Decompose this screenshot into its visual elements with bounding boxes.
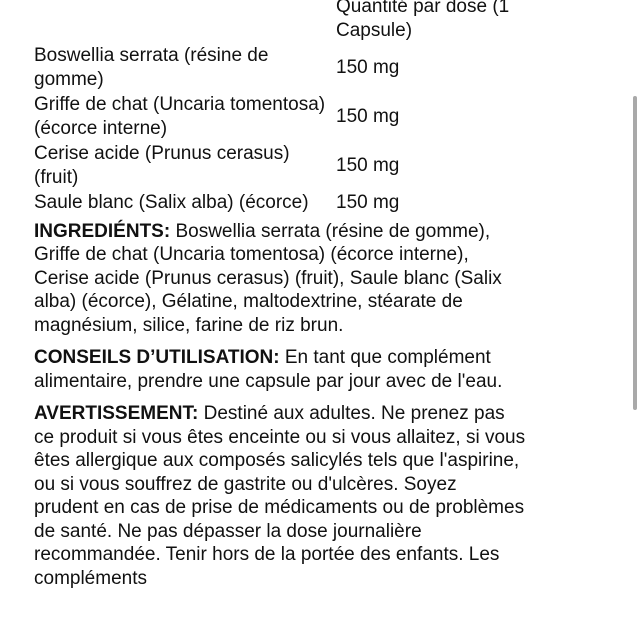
directions-paragraph — [34, 346, 526, 393]
table-row — [34, 92, 526, 141]
ingredients-paragraph — [34, 220, 526, 338]
scrollbar-thumb[interactable] — [633, 96, 637, 410]
ingredients-text: Boswellia serrata (résine de gomme), Griffe de chat (Uncaria tomentosa) (écorce interne), Cerise acide (Prunus cerasus) (fruit), Saule blanc (Salix alba) (écorce), Gélatine, maltodextrine, stéarate de magnésium, silice, farine de riz brun. — [34, 220, 502, 336]
directions-text: En tant que complément alimentaire, prendre une capsule par jour avec de l'eau. — [34, 347, 503, 392]
table-header-amount: Quantité par dose (1 Capsule) — [336, 0, 510, 41]
ingredient-name: Cerise acide (Prunus cerasus) (fruit) — [34, 143, 290, 188]
ingredients-label: INGREDIÉNTS: — [34, 220, 171, 242]
ingredient-amount: 150 mg — [336, 192, 400, 213]
supplement-facts-table — [34, 0, 526, 216]
product-info-content — [34, 0, 526, 590]
table-header-row — [34, 0, 526, 43]
directions-section — [34, 346, 526, 393]
warning-label: AVERTISSEMENT: — [34, 403, 199, 424]
ingredient-name: Griffe de chat (Uncaria tomentosa) (écorce interne) — [34, 94, 326, 139]
warning-text: Destiné aux adultes. Ne prenez pas ce produit si vous êtes enceinte ou si vous allaitez, si vous êtes allergique aux composés salicylés tels que l'aspirine, ou si vous souffrez de gastrite ou d'ulcères. Soyez prudent en cas de prise de médicaments ou de problèmes de santé. Ne pas dépasser la dose journalière recommandée. Tenir hors de la portée des enfants. Les compléments — [34, 403, 526, 589]
directions-label: CONSEILS D’UTILISATION: — [34, 347, 280, 368]
table-row — [34, 190, 526, 216]
vertical-scrollbar[interactable] — [630, 0, 640, 640]
ingredient-name: Boswellia serrata (résine de gomme) — [34, 45, 269, 90]
ingredients-section — [34, 220, 526, 338]
ingredient-amount: 150 mg — [336, 56, 400, 78]
warning-section — [34, 402, 526, 590]
table-row — [34, 141, 526, 190]
ingredient-amount: 150 mg — [336, 105, 400, 127]
warning-paragraph — [34, 402, 526, 590]
table-row — [34, 43, 526, 92]
ingredient-amount: 150 mg — [336, 154, 400, 176]
table-header-name — [34, 0, 336, 43]
ingredient-name: Saule blanc (Salix alba) (écorce) — [34, 192, 309, 213]
